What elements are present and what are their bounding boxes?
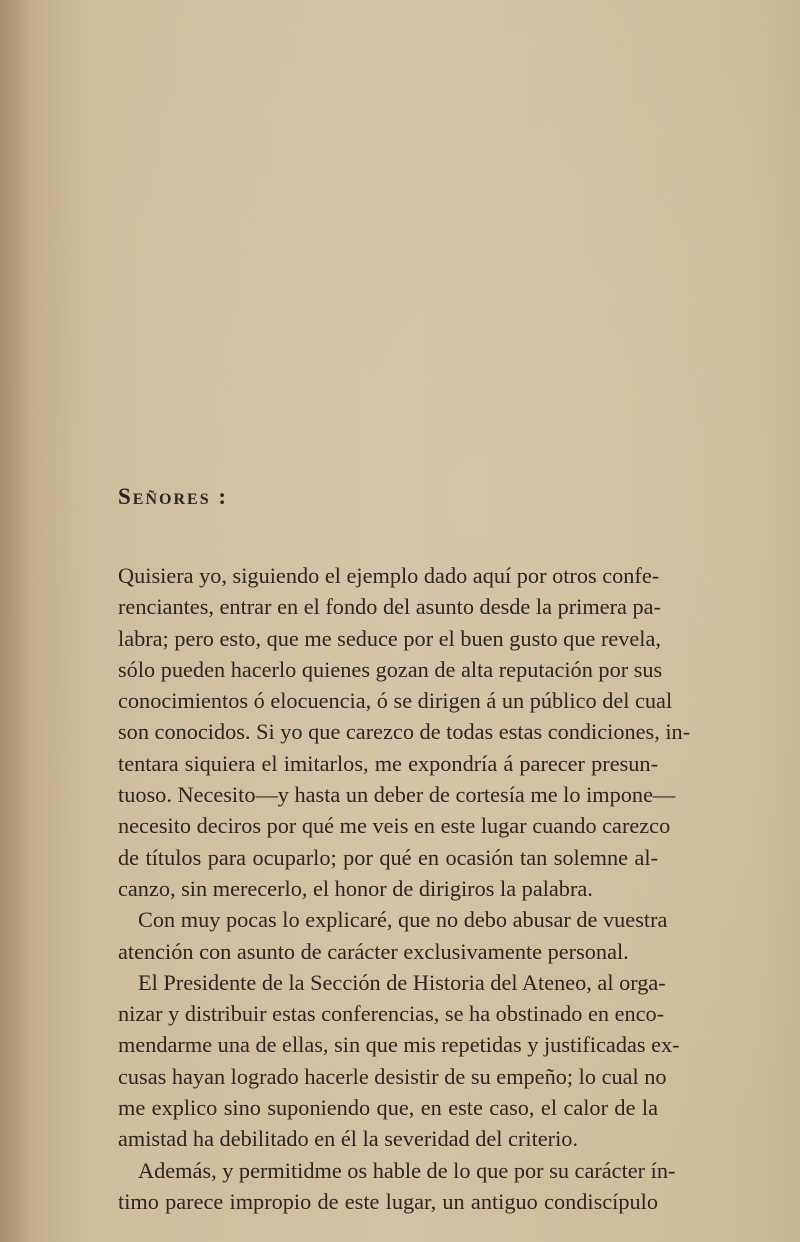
text-line: renciantes, entrar en el fondo del asunto desde la primera pa- — [118, 594, 661, 620]
text-line: necesito deciros por qué me veis en este lugar cuando carezco — [118, 813, 671, 839]
salutation-heading: Señores : — [118, 484, 228, 509]
text-line: Quisiera yo, siguiendo el ejemplo dado aquí por otros confe- — [118, 563, 660, 588]
text-line: tuoso. Necesito—y hasta un deber de cortesía me lo impone— — [118, 782, 676, 808]
body-text — [118, 560, 691, 1217]
text-line: conocimientos ó elocuencia, ó se dirigen á un público del cual — [118, 688, 673, 714]
text-line: amistad ha debilitado en él la severidad del criterio. — [118, 1126, 579, 1152]
text-line: atención con asunto de carácter exclusivamente personal. — [118, 938, 629, 964]
text-line: me explico sino suponiendo que, en este caso, el calor de la — [118, 1095, 658, 1121]
text-line: timo parece impropio de este lugar, un antiguo condiscípulo — [118, 1188, 658, 1214]
text-line: son conocidos. Si yo que carezco de todas estas condiciones, in- — [118, 719, 691, 745]
text-line: Con muy pocas lo explicaré, que no debo abusar de vuestra — [138, 907, 668, 933]
page-spine-shadow — [0, 0, 30, 1242]
text-line: El Presidente de la Sección de Historia del Ateneo, al orga- — [138, 969, 666, 995]
text-line: mendarme una de ellas, sin que mis repetidas y justificadas ex- — [118, 1032, 680, 1058]
text-line: cusas hayan logrado hacerle desistir de su empeño; lo cual no — [118, 1063, 667, 1089]
text-line: de títulos para ocuparlo; por qué en ocasión tan solemne al- — [118, 844, 658, 870]
text-line: Además, y permitidme os hable de lo que por su carácter ín- — [138, 1157, 676, 1183]
text-line: nizar y distribuir estas conferencias, se ha obstinado en enco- — [118, 1001, 665, 1027]
text-line: labra; pero esto, que me seduce por el buen gusto que revela, — [118, 625, 661, 651]
text-line: canzo, sin merecerlo, el honor de dirigiros la palabra. — [118, 875, 593, 901]
text-line: tentara siquiera el imitarlos, me expondría á parecer presun- — [118, 750, 658, 776]
text-line: sólo pueden hacerlo quienes gozan de alta reputación por sus — [118, 656, 663, 682]
